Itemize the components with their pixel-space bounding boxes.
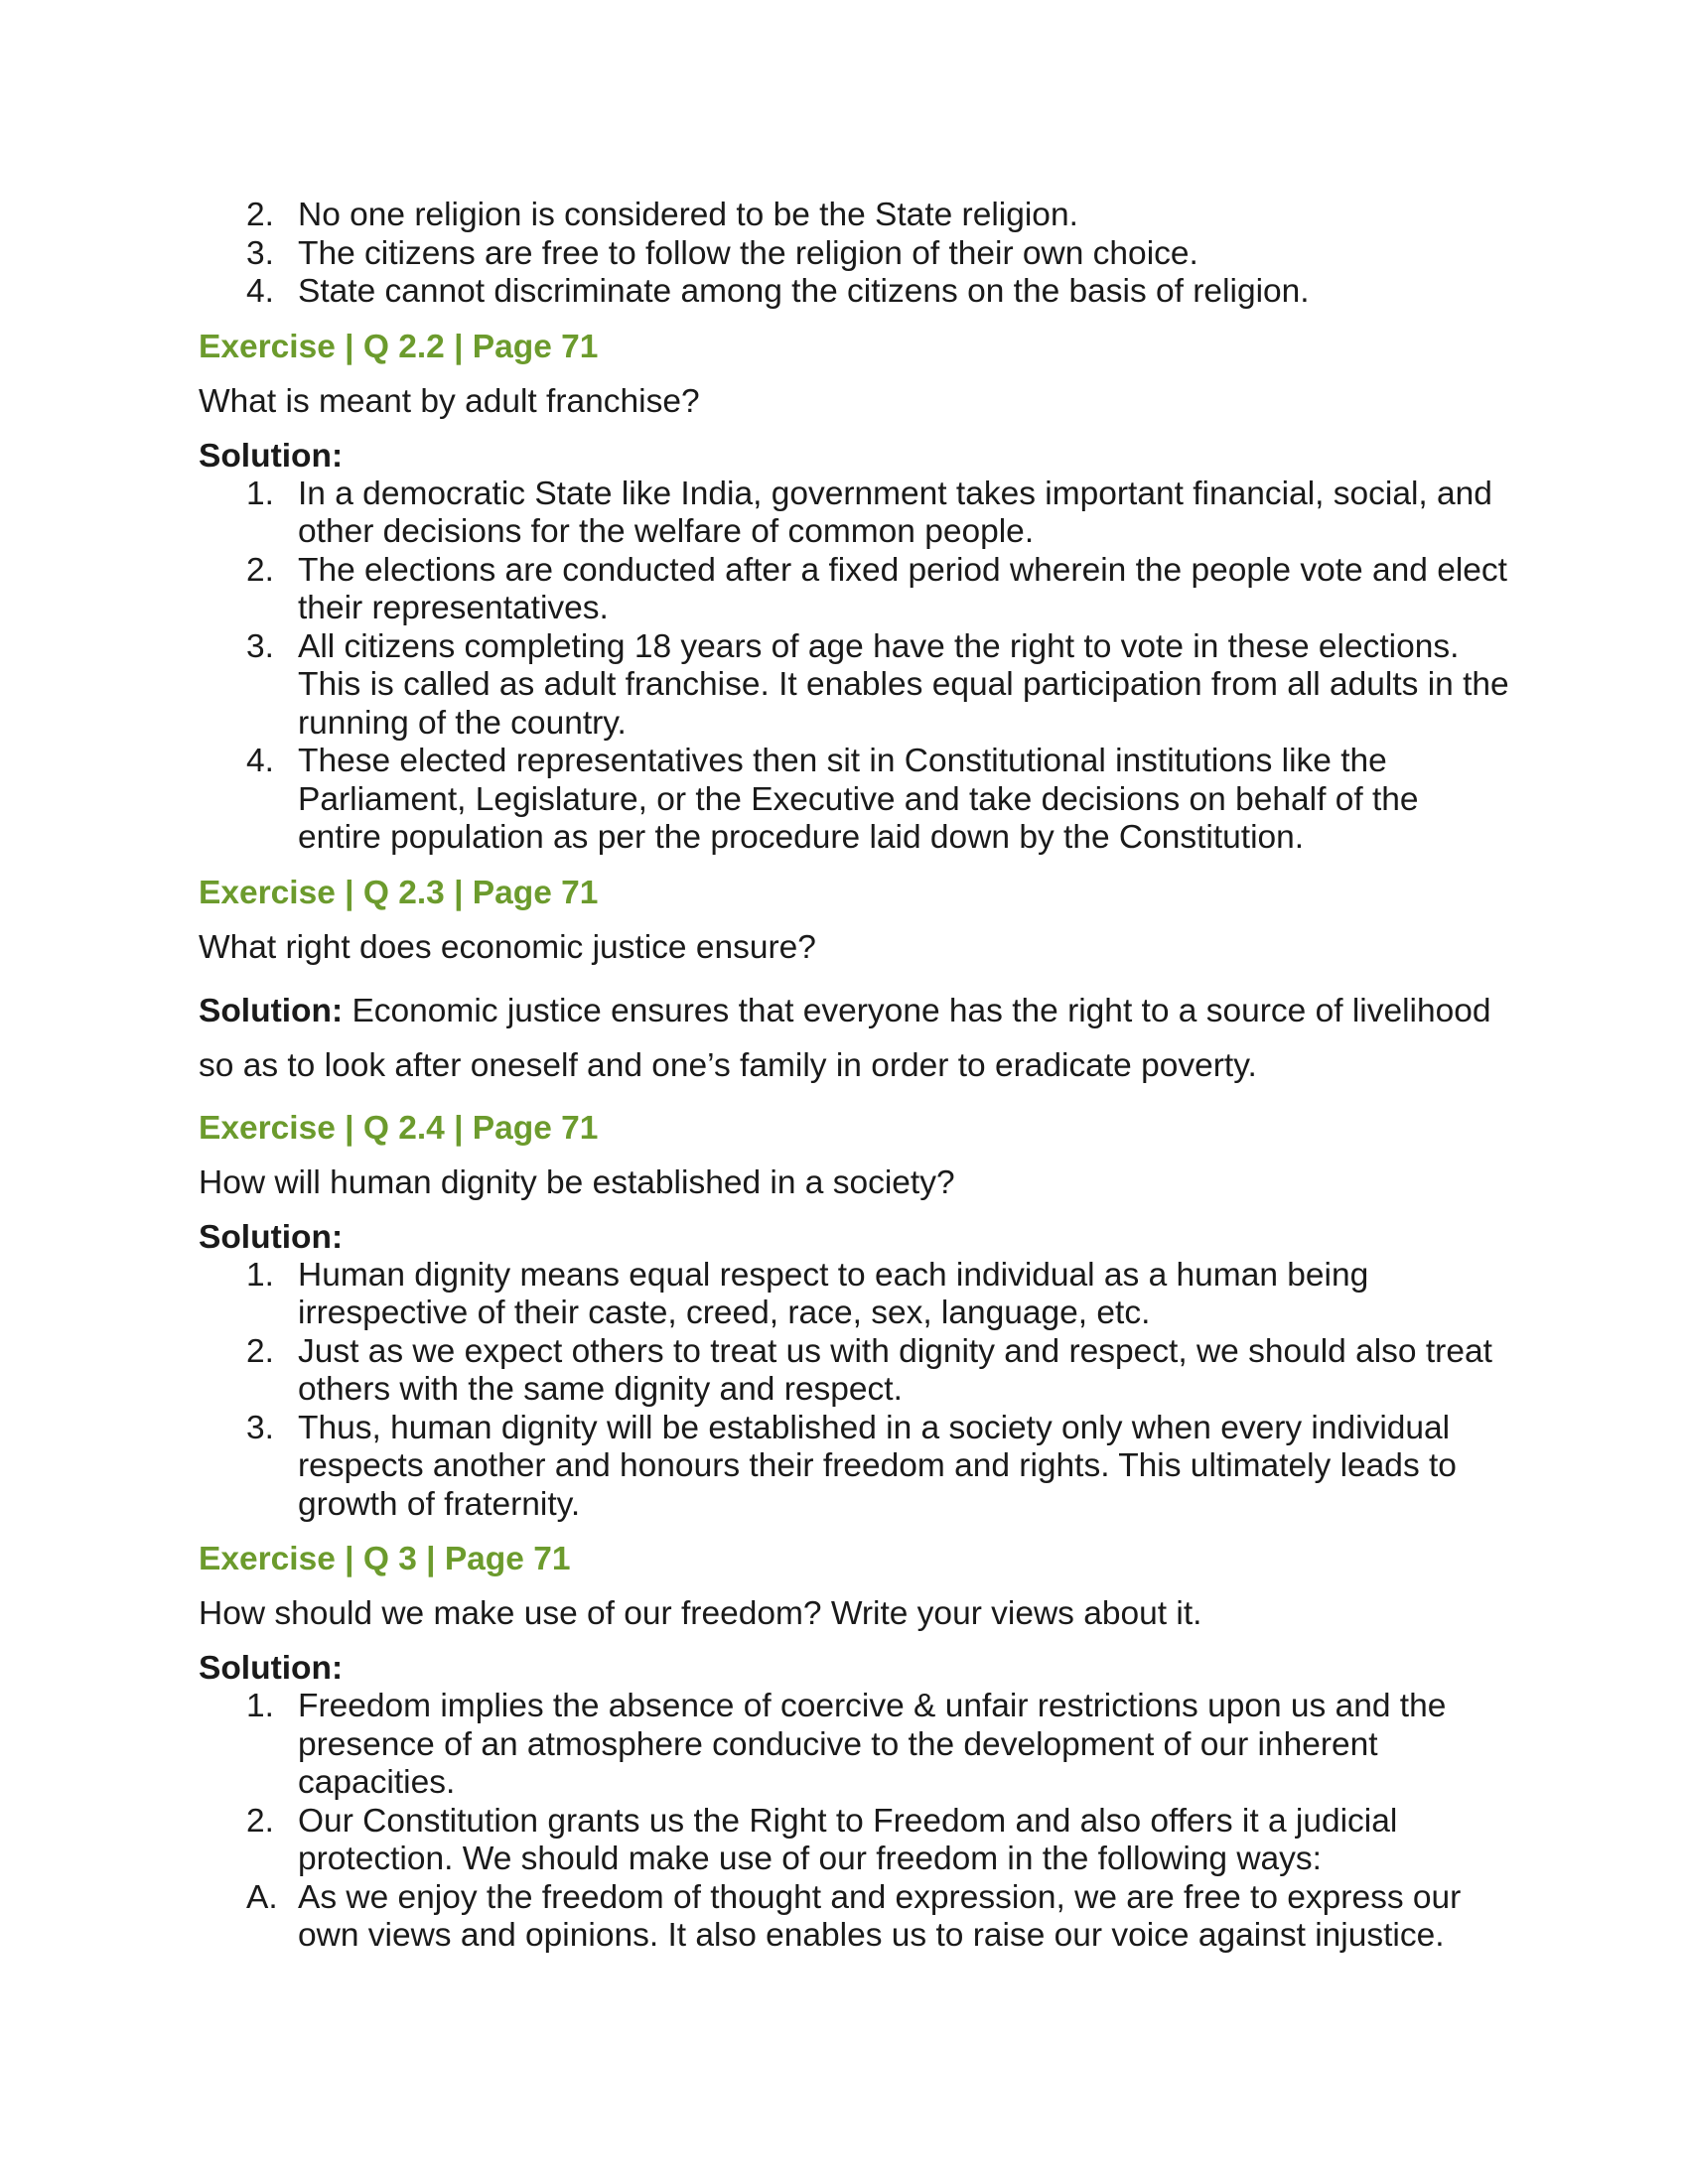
list-item-text: All citizens completing 18 years of age have the right to vote in these elections. This is called as adult franchise. It enables equal participation from all adults in the running of the country. bbox=[298, 627, 1509, 742]
list-item-text: Our Constitution grants us the Right to Freedom and also offers it a judicial protection. We should make use of our freedom in the following ways: bbox=[298, 1802, 1398, 1877]
list-item-text: In a democratic State like India, government takes important financial, social, and other decisions for the welfare of common people. bbox=[298, 475, 1492, 550]
list-item-text: The elections are conducted after a fixed period wherein the people vote and elect their representatives. bbox=[298, 551, 1507, 626]
list-item bbox=[199, 1333, 1509, 1410]
list-marker: 1. bbox=[246, 1256, 274, 1294]
solution-label-q2-4: Solution: bbox=[199, 1218, 344, 1256]
list-item-text: Thus, human dignity will be established in a society only when every individual respects another and honours their freedom and rights. This ultimately leads to growth of fraternity. bbox=[298, 1409, 1457, 1523]
list-marker: 2. bbox=[246, 551, 274, 589]
list-marker: 3. bbox=[246, 627, 274, 665]
exercise-heading-q2-3: Exercise | Q 2.3 | Page 71 bbox=[199, 874, 599, 911]
list-marker: 2. bbox=[246, 197, 274, 233]
solution-label-q3: Solution: bbox=[199, 1650, 344, 1687]
list-item bbox=[199, 235, 1509, 274]
exercise-heading-q2-4: Exercise | Q 2.4 | Page 71 bbox=[199, 1109, 599, 1147]
solution-label-q2-2: Solution: bbox=[199, 437, 344, 475]
list-marker: 3. bbox=[246, 234, 274, 272]
list-item bbox=[199, 1688, 1509, 1803]
solution-label-q2-3: Solution: bbox=[199, 992, 344, 1029]
list-item bbox=[199, 743, 1509, 858]
list-marker: 2. bbox=[246, 1802, 274, 1840]
list-item-text: Freedom implies the absence of coercive & unfair restrictions upon us and the presence of an atmosphere conducive to the development of our inherent capacities. bbox=[298, 1688, 1447, 1801]
solution-paragraph-q2-3 bbox=[199, 984, 1509, 1093]
list-item-text: State cannot discriminate among the citizens on the basis of religion. bbox=[298, 273, 1310, 310]
list-marker: 1. bbox=[246, 1688, 274, 1724]
solution-list-q2-2 bbox=[199, 476, 1509, 858]
list-item bbox=[199, 1879, 1509, 1956]
question-text-q2-3: What right does economic justice ensure? bbox=[199, 928, 816, 966]
question-text-q2-2: What is meant by adult franchise? bbox=[199, 382, 700, 420]
list-marker: A. bbox=[246, 1878, 278, 1916]
list-item-text: The citizens are free to follow the religion of their own choice. bbox=[298, 234, 1198, 272]
list-item bbox=[199, 1410, 1509, 1525]
list-item bbox=[199, 273, 1509, 312]
question-text-q3: How should we make use of our freedom? Write your views about it. bbox=[199, 1595, 1202, 1632]
list-marker: 4. bbox=[246, 743, 274, 779]
list-item-text: As we enjoy the freedom of thought and expression, we are free to express our own views and opinions. It also enables us to raise our voice against injustice. bbox=[298, 1878, 1462, 1954]
top-list bbox=[199, 197, 1509, 312]
list-marker: 1. bbox=[246, 475, 274, 512]
solution-list-q2-4 bbox=[199, 1257, 1509, 1525]
exercise-heading-q3: Exercise | Q 3 | Page 71 bbox=[199, 1541, 571, 1577]
question-text-q2-4: How will human dignity be established in a society? bbox=[199, 1163, 955, 1201]
exercise-heading-q2-2: Exercise | Q 2.2 | Page 71 bbox=[199, 328, 599, 365]
solution-list-q3 bbox=[199, 1688, 1509, 1956]
list-item-text: Human dignity means equal respect to each individual as a human being irrespective of their caste, creed, race, sex, language, etc. bbox=[298, 1256, 1369, 1331]
solution-text-q2-3: Economic justice ensures that everyone has the right to a source of livelihood so as to look after oneself and one’s family in order to eradicate poverty. bbox=[199, 992, 1491, 1084]
list-item bbox=[199, 197, 1509, 235]
list-item-text: No one religion is considered to be the State religion. bbox=[298, 197, 1078, 233]
list-item bbox=[199, 1257, 1509, 1333]
list-marker: 4. bbox=[246, 273, 274, 310]
list-item-text: These elected representatives then sit in Constitutional institutions like the Parliament, Legislature, or the Executive and take decisions on behalf of the entire population as per the procedure laid down by the Constitution. bbox=[298, 743, 1419, 856]
list-item bbox=[199, 476, 1509, 552]
list-item bbox=[199, 628, 1509, 744]
list-marker: 3. bbox=[246, 1409, 274, 1446]
list-item bbox=[199, 552, 1509, 628]
list-item-text: Just as we expect others to treat us with dignity and respect, we should also treat others with the same dignity and respect. bbox=[298, 1332, 1492, 1408]
document-page bbox=[199, 197, 1509, 1956]
list-marker: 2. bbox=[246, 1332, 274, 1370]
list-item bbox=[199, 1803, 1509, 1879]
